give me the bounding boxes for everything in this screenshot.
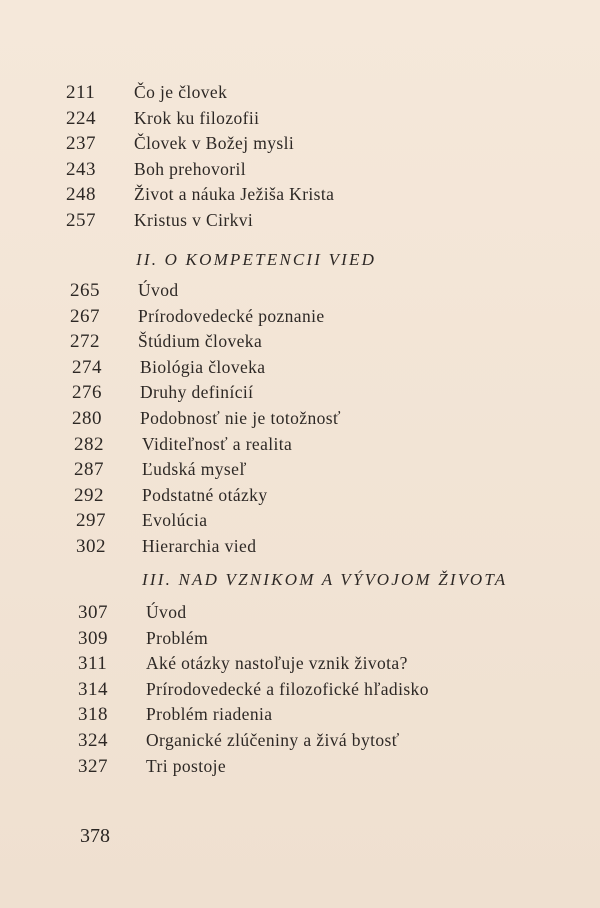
toc-entry-title: Štúdium človeka <box>138 331 263 352</box>
toc-entry-title: Kristus v Cirkvi <box>134 209 254 230</box>
toc-entry <box>0 280 600 306</box>
toc-section-3 <box>0 602 600 781</box>
toc-page-number: 274 <box>72 356 102 378</box>
toc-page-number: 282 <box>74 433 104 455</box>
toc-entry-title: Boh prehovoril <box>134 158 247 179</box>
toc-entry <box>0 459 600 485</box>
toc-entry <box>0 536 600 562</box>
toc-page-number: 324 <box>78 729 108 751</box>
toc-page-number: 297 <box>76 510 106 532</box>
toc-entry-title: Človek v Božej mysli <box>134 133 295 154</box>
toc-entry <box>0 306 600 332</box>
toc-entry-title: Prírodovedecké a filozofické hľadisko <box>146 678 429 699</box>
toc-page-number: 276 <box>72 382 102 404</box>
toc-page-number: 243 <box>66 158 96 180</box>
toc-page-number: 309 <box>78 627 108 649</box>
toc-entry <box>0 434 600 460</box>
toc-page-number: 287 <box>74 459 104 481</box>
toc-entry-title: Biológia človeka <box>140 356 266 377</box>
toc-entry-title: Hierarchia vied <box>142 535 257 556</box>
page-number: 378 <box>80 825 110 847</box>
section-heading: II. O KOMPETENCII VIED <box>136 250 377 269</box>
toc-page-number: 272 <box>70 331 100 353</box>
toc-page-number: 307 <box>78 602 108 623</box>
toc-entry-title: Evolúcia <box>142 510 208 531</box>
toc-entry <box>0 382 600 408</box>
toc-entry <box>0 331 600 357</box>
toc-entry-title: Úvod <box>146 602 187 622</box>
toc-entry <box>0 510 600 536</box>
toc-page-number: 318 <box>78 704 108 726</box>
toc-entry <box>0 133 600 159</box>
toc-entry <box>0 108 600 134</box>
toc-entry-title: Podobnosť nie je totožnosť <box>140 407 341 428</box>
toc-page-number: 224 <box>66 107 96 129</box>
toc-entry-title: Problém <box>146 627 209 648</box>
section-heading: III. NAD VZNIKOM A VÝVOJOM ŽIVOTA <box>142 570 508 589</box>
toc-entry-title: Podstatné otázky <box>142 484 268 505</box>
toc-entry <box>0 184 600 210</box>
toc-entry <box>0 159 600 185</box>
toc-page-number: 267 <box>70 305 100 327</box>
toc-page-number: 311 <box>78 653 108 675</box>
toc-page-number: 211 <box>66 82 96 103</box>
toc-entry <box>0 357 600 383</box>
toc-entry-title: Prírodovedecké poznanie <box>138 305 325 326</box>
toc-page-number: 248 <box>66 184 96 206</box>
toc-entry <box>0 602 600 628</box>
toc-entry-title: Čo je človek <box>134 82 228 102</box>
toc-page-number: 257 <box>66 209 96 231</box>
toc-page-number: 265 <box>70 280 100 301</box>
toc-entry-title: Tri postoje <box>146 755 227 776</box>
toc-entry-title: Život a náuka Ježiša Krista <box>134 184 335 205</box>
toc-section-2 <box>0 280 600 562</box>
toc-entry-title: Aké otázky nastoľuje vznik života? <box>146 653 408 674</box>
toc-entry <box>0 82 600 108</box>
toc-entry <box>0 730 600 756</box>
toc-entry-title: Krok ku filozofii <box>134 107 260 128</box>
toc-entry-title: Ľudská myseľ <box>142 459 247 480</box>
toc-entry <box>0 485 600 511</box>
toc-entry <box>0 653 600 679</box>
toc-page-number: 280 <box>72 407 102 429</box>
toc-page-number: 327 <box>78 755 108 777</box>
toc-page-number: 302 <box>76 535 106 557</box>
toc-page-number: 314 <box>78 678 108 700</box>
toc-entry-title: Úvod <box>138 280 179 300</box>
toc-page-number: 292 <box>74 484 104 506</box>
toc-entry-title: Organické zlúčeniny a živá bytosť <box>146 729 400 750</box>
toc-entry-title: Viditeľnosť a realita <box>142 433 293 454</box>
toc-entry <box>0 679 600 705</box>
toc-entry <box>0 628 600 654</box>
toc-entry <box>0 408 600 434</box>
toc-entry <box>0 756 600 782</box>
toc-entry <box>0 210 600 236</box>
toc-entry <box>0 704 600 730</box>
toc-section-1 <box>0 82 600 236</box>
toc-entry-title: Druhy definícií <box>140 382 254 403</box>
toc-entry-title: Problém riadenia <box>146 704 273 725</box>
toc-page-number: 237 <box>66 133 96 155</box>
